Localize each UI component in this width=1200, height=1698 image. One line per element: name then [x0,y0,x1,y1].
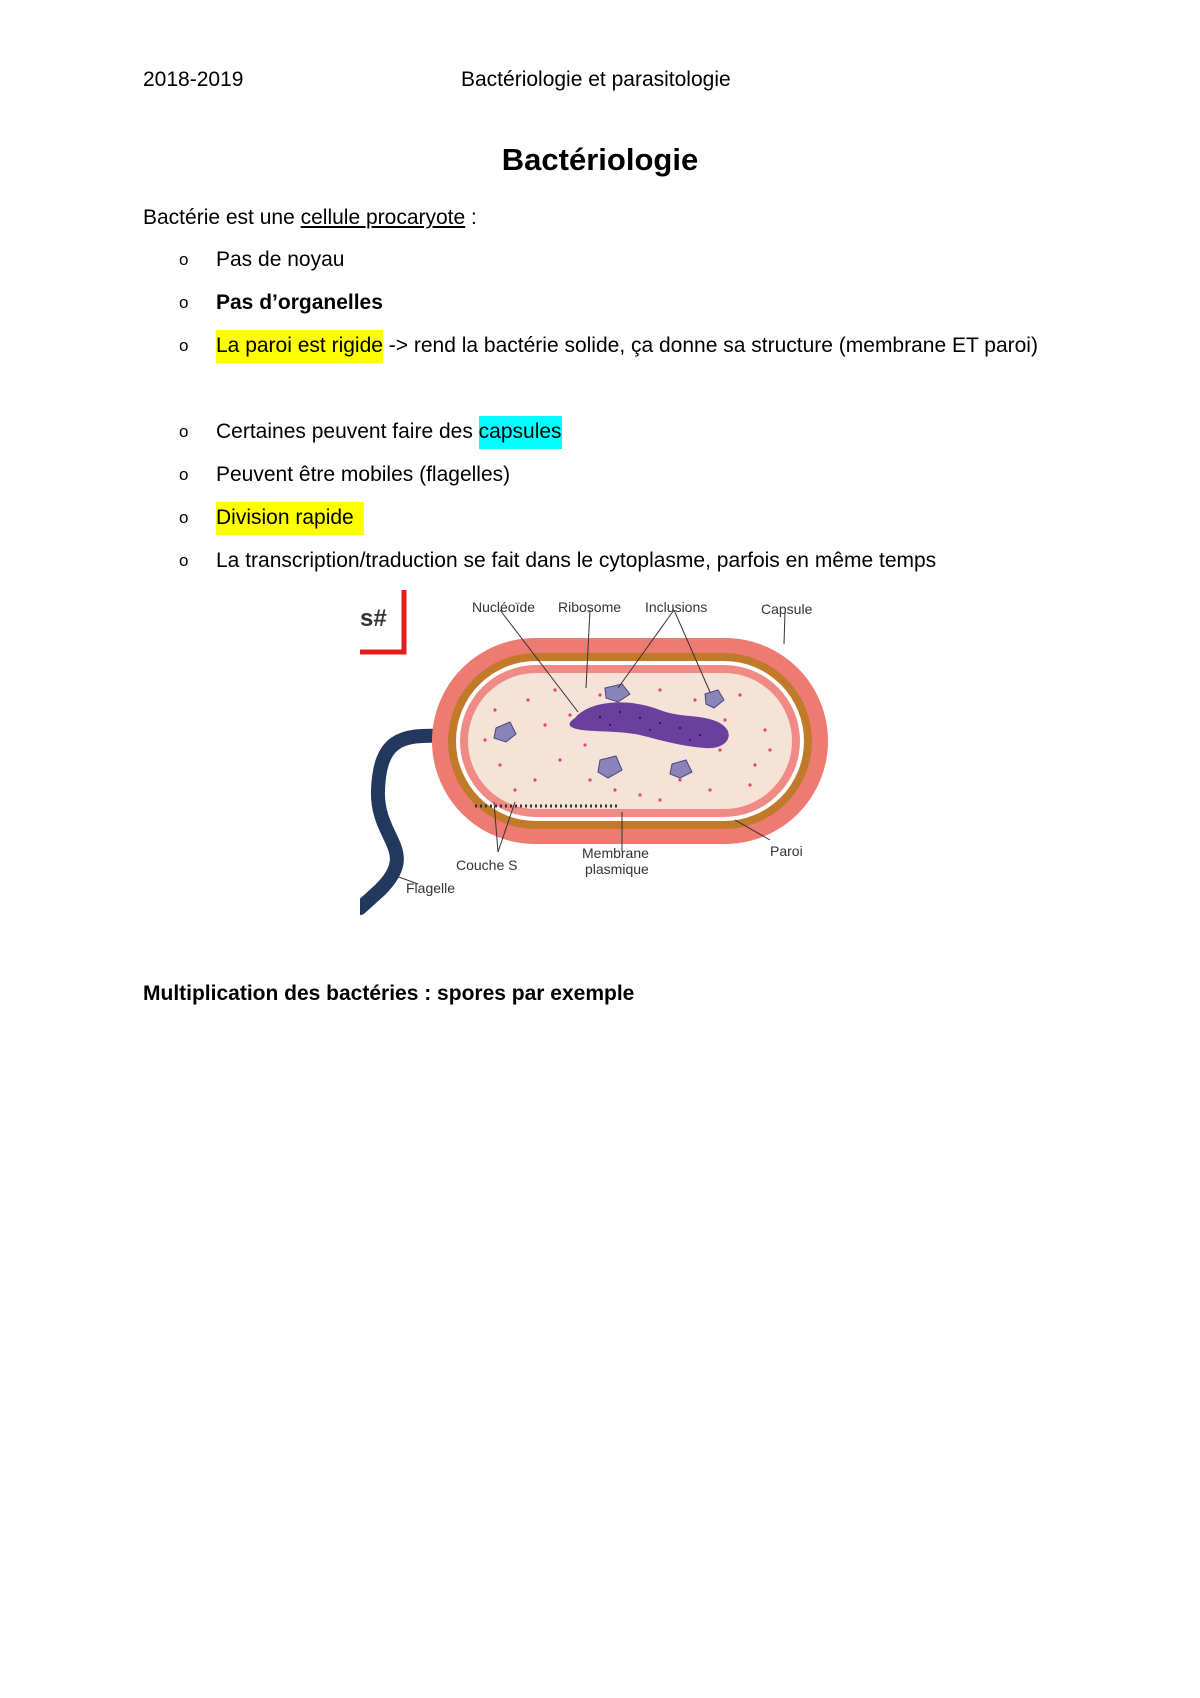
list-item-text: Peuvent être mobiles (flagelles) [216,463,511,486]
bullet-icon: o [179,465,189,484]
bullet-icon: o [179,250,189,269]
intro-prefix: Bactérie est une [143,206,301,229]
section-heading: Multiplication des bactéries : spores par exemple [143,982,635,1005]
header-course: Bactériologie et parasitologie [461,68,731,91]
bacterium-svg [360,590,840,915]
list-item-text [216,410,1066,453]
bullet-icon: o [179,551,189,570]
list-item-text: La transcription/traduction se fait dans le cytoplasme, parfois en même temps [216,549,937,572]
bacterium-diagram [360,590,840,915]
bullet-icon: o [179,293,189,312]
label-nucleoid: Nucléoïde [472,599,536,615]
label-capsule: Capsule [761,601,813,617]
label-ribosome: Ribosome [558,599,622,615]
list-item-text: Pas de noyau [216,248,345,271]
corner-fragment: s# [360,605,387,632]
list-item-text [216,496,1066,539]
label-paroi: Paroi [770,843,803,859]
list-item-prefix: Certaines peuvent faire des [216,420,479,443]
intro-term: cellule procaryote [300,206,466,229]
intro-suffix: : [465,206,477,229]
list-item-text: Pas d’organelles [216,291,383,314]
label-inclusions: Inclusions [645,599,708,615]
highlight-rigid-wall: La paroi est rigide [216,330,383,363]
bullet-icon: o [179,336,189,355]
page-title: Bactériologie [501,142,699,177]
label-membrane-2: plasmique [585,861,649,877]
label-membrane-1: Membrane [582,845,649,861]
list-item-rest: -> rend la bactérie solide, ça donne sa structure (membrane ET paroi) [382,334,1038,357]
intro-line [143,206,477,230]
highlight-division: Division rapide [216,502,364,535]
bullet-icon: o [179,422,189,441]
header-year: 2018-2019 [143,68,244,91]
label-couche-s: Couche S [456,857,518,873]
bullet-icon: o [179,508,189,527]
label-flagelle: Flagelle [406,880,456,896]
highlight-capsules: capsules [479,416,562,449]
list-item-text [216,324,1066,367]
